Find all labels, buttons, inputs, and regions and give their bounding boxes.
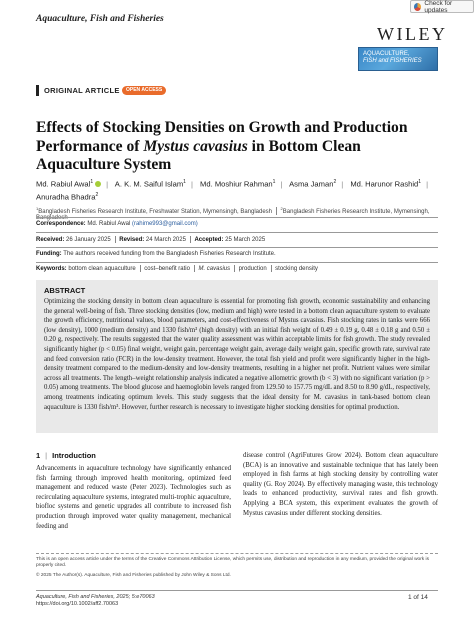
divider bbox=[36, 217, 438, 218]
footnote-divider bbox=[36, 553, 438, 554]
page-number: 1 of 14 bbox=[408, 594, 428, 601]
intro-left-column: Advancements in aquaculture technology have significantly enhanced fish farming through improved health monitoring, optimized feed management and reduced waste (Peter 2023). Technologies such as recirculating aquaculture systems, integrated multi-trophic aquaculture, biofloc systems and genetic upgrades all contribute to increased fish production through improved water quality management, mechanical feeding and bbox=[36, 465, 231, 530]
author-name[interactable]: Anuradha Bhadra bbox=[36, 192, 96, 202]
divider bbox=[36, 247, 438, 248]
abstract-text: Optimizing the stocking density in bottom clean aquaculture is essential for promoting fish growth, economic sustainability and enhancing the general well-being of fish. Three stocking densities (low, medium and high) were tested in a bottom clean aquaculture system to evaluate the growth efficiency, nutritional values, blood parameters, and cost-effectiveness of Mystus cavasius. Fish stocking rates in tanks were 666 (low density), 1000 (medium density) and 1330 fish/m³ (high density) with an initial fish weight of 0.49 ± 0.19 g, 0.48 ± 0.18 g and 0.50 ± 0.20 g, respectively. The results suggested that the water quality assessment was within acceptable limits for fish growth. The study revealed significantly higher (p < 0.05) final weight, weight gain, percentage weight gain, average daily weight gain, specific growth rate, survival rate and feed conversion ratio (FCR) in the low-density treatment. However, the total fish yield and profit were significantly higher in the high-density treatment compared to the medium-density and low-density treatments, resulting in a higher net profit. Nutrient values were similar across all treatments. The length–weight relationship analysis indicated a negative allometric growth (b < 3) with no significant variation (p > 0.05) among treatments. The blood glucose and haemoglobin levels ranged from 129.50 to 157.75 mg/dL and 8.50 to 8.90 g/dL, respectively, among treatments indicating optimum levels. This study suggests that the ideal density for M. cavasius in tank-based bottom clean aquaculture is 1330 fish/m³. However, further research is necessary to investigate higher stocking densities for optimal production. bbox=[44, 298, 430, 411]
affiliation-1: Bangladesh Fisheries Research Institute, Freshwater Station, Mymensingh, Bangladesh bbox=[38, 209, 273, 215]
check-for-updates-button[interactable] bbox=[410, 0, 474, 13]
correspondence-email-link[interactable]: (rahime993@gmail.com) bbox=[131, 221, 198, 227]
keyword-link[interactable]: production bbox=[238, 266, 267, 273]
abstract-box bbox=[36, 280, 438, 433]
doi-link[interactable]: https://doi.org/10.1002/aff2.70063 bbox=[36, 601, 119, 608]
copyright-note: © 2025 The Author(s). Aquaculture, Fish and Fisheries published by John Wiley & Sons Ltd. bbox=[36, 573, 231, 578]
author-affiliation-mark: 1 bbox=[90, 179, 94, 185]
keyword-link[interactable]: bottom clean aquaculture bbox=[68, 266, 136, 273]
divider bbox=[36, 232, 438, 233]
check-for-updates-label: Check for updates bbox=[424, 0, 453, 14]
footer-citation bbox=[36, 594, 155, 608]
keyword-link[interactable]: stocking density bbox=[275, 266, 318, 273]
citation-text: Aquaculture, Fish and Fisheries, 2025; 5:e70063 bbox=[36, 594, 155, 600]
article-type-accent bbox=[36, 85, 39, 96]
title-part2: in Bottom Clean Aquaculture System bbox=[36, 137, 361, 173]
dates: Received: 26 January 2025 Revised: 24 March 2025 Accepted: 25 March 2025 bbox=[36, 237, 266, 244]
author-name[interactable]: Md. Moshiur Rahman bbox=[200, 179, 273, 189]
title-species: Mystus cavasius bbox=[143, 137, 248, 155]
section-heading: 1 | Introduction bbox=[36, 451, 96, 460]
author-name[interactable]: Asma Jaman bbox=[289, 179, 334, 189]
author-affiliation-mark: 1 bbox=[272, 179, 276, 185]
journal-cover-thumbnail[interactable] bbox=[358, 47, 438, 71]
keywords: Keywords: bottom clean aquaculture cost–benefit ratio M. cavasius production stocking density bbox=[36, 266, 318, 273]
author-name[interactable]: A. K. M. Saiful Islam bbox=[114, 179, 184, 189]
correspondence: Correspondence: Md. Rabiul Awal (rahime993@gmail.com) bbox=[36, 221, 198, 227]
keyword-link[interactable]: M. cavasius bbox=[198, 266, 231, 273]
check-updates-icon bbox=[414, 3, 421, 11]
author-affiliation-mark: 2 bbox=[95, 192, 99, 199]
author-affiliation-mark: 1 bbox=[418, 179, 422, 185]
affiliations: $^1$Bangladesh Fisheries Research Institute, Freshwater Station, Mymensingh, Bangladesh$^2$Bangladesh Fisheries Research Institute, Mymensingh, Bangladesh bbox=[36, 206, 430, 222]
section-number: 1 bbox=[36, 451, 41, 460]
footer-divider bbox=[36, 590, 438, 591]
keyword-link[interactable]: cost–benefit ratio bbox=[144, 266, 190, 273]
intro-right-column: disease control (AgriFutures Grow 2024). Bottom clean aquaculture (BCA) is an innovative and sustainable technique that has lately been employed in fish farms at high stocking density by controlling water quality (G. Roy 2024). By effectively managing waste, this technology leads to enhanced productivity, survival rates and fish growth. Applying a BCA system, this experiment evaluates the growth of Mystus cavasius under different stocking densities. bbox=[243, 452, 438, 517]
title-part1: Effects of Stocking Densities on Growth and Production Performance of bbox=[36, 119, 408, 155]
cover-title-line2: FISH and FISHERIES bbox=[363, 58, 422, 64]
journal-name[interactable]: Aquaculture, Fish and Fisheries bbox=[36, 14, 164, 24]
publisher-logo[interactable]: WILEY bbox=[377, 24, 448, 44]
affiliation-2: Bangladesh Fisheries Research Institute, Mymensingh, Bangladesh bbox=[36, 209, 430, 222]
author-affiliation-mark: 1 bbox=[183, 179, 186, 185]
article-type: ORIGINAL ARTICLE bbox=[44, 86, 120, 95]
author-affiliation-mark: 2 bbox=[333, 179, 337, 185]
section-title: Introduction bbox=[52, 451, 96, 460]
author-list: Md. Rabiul Awal$^1$ | A. K. M. Saiful Islam$^1$ | Md. Moshiur Rahman$^1$ | Asma Jaman$^2$ | Md. Harunor Rashid$^1$ | Anuradha Bhadra$^2$ bbox=[36, 179, 429, 202]
author-name[interactable]: Md. Rabiul Awal bbox=[36, 179, 91, 189]
license-note: This is an open access article under the terms of the Creative Commons Attribution License, which permits use, distribution and reproduction in any medium, provided the original work is properly cited. bbox=[36, 557, 430, 569]
cover-title-line1: AQUACULTURE, bbox=[363, 51, 410, 57]
author-name[interactable]: Md. Harunor Rashid bbox=[350, 179, 419, 189]
article-title bbox=[36, 119, 436, 175]
open-access-badge: OPEN ACCESS bbox=[122, 86, 166, 95]
funding: Funding: The authors received funding from the Bangladesh Fisheries Research Institute. bbox=[36, 251, 276, 257]
abstract-heading: ABSTRACT bbox=[44, 286, 86, 295]
orcid-icon[interactable] bbox=[95, 181, 101, 187]
divider bbox=[36, 262, 438, 263]
